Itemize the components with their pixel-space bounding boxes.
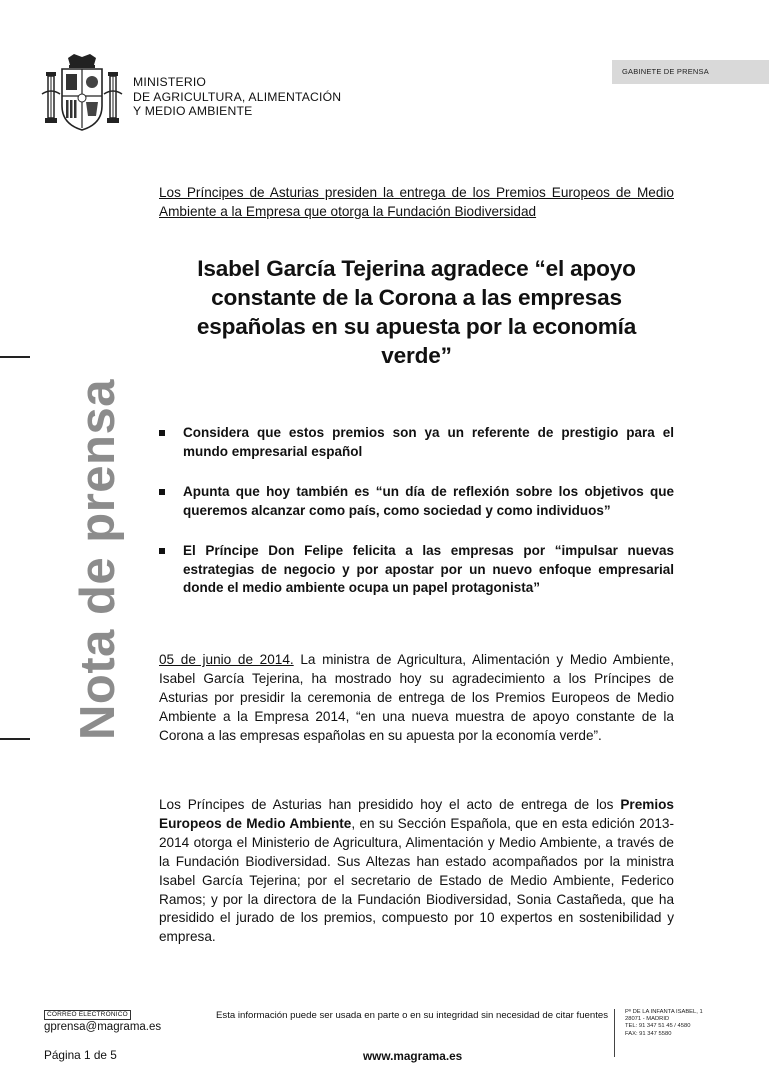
- disclaimer: Esta información puede ser usada en parte o en su integridad sin necesidad de citar fuentes: [216, 1010, 608, 1021]
- list-item: [159, 483, 674, 520]
- bullet-icon: [159, 548, 165, 554]
- press-office-label: GABINETE DE PRENSA: [612, 60, 769, 84]
- bullet-text: Considera que estos premios son ya un referente de prestigio para el mundo empresarial español: [183, 425, 674, 459]
- coat-of-arms-icon: [40, 54, 124, 132]
- paragraph-bold: Premios Europeos de Medio Ambiente: [159, 797, 674, 831]
- ministry-line: DE AGRICULTURA, ALIMENTACIÓN: [133, 89, 342, 104]
- paragraph-text: , en su Sección Española, que en esta edición 2013-2014 otorga el Ministerio de Agricultura, Alimentación y Medio Ambiente, a través de la Fundación Biodiversidad. Sus Altezas han estado acompañados por la ministra Isabel García Tejerina; por el secretario de Estado de Medio Ambiente, Federico Ramos; y por la directora de la Fundación Biodiversidad, Sonia Castañeda, que ha presidido el jurado de los premios, compuesto por 10 expertos en sostenibilidad y empresa.: [159, 815, 674, 945]
- headline: Isabel García Tejerina agradece “el apoyo constante de la Corona a las empresas españolas en su apuesta por la economía verde”: [196, 256, 637, 368]
- paragraph-text: Los Príncipes de Asturias han presidido hoy el acto de entrega de los: [159, 797, 621, 812]
- paragraph-2: [159, 796, 674, 947]
- list-item: [159, 424, 674, 461]
- address-line: FAX: 91 347 5580: [625, 1030, 672, 1037]
- page-number: Página 1 de 5: [44, 1048, 117, 1062]
- bullet-text: Apunta que hoy también es “un día de reflexión sobre los objetivos que queremos alcanzar como país, como sociedad y como individuos”: [183, 484, 674, 518]
- ministry-line: MINISTERIO: [133, 75, 207, 89]
- subtitle: Los Príncipes de Asturias presiden la entrega de los Premios Europeos de Medio Ambiente a la Empresa que otorga la Fundación Biodiversidad: [159, 185, 674, 219]
- paragraph-1: [159, 651, 674, 746]
- ministry-line: Y MEDIO AMBIENTE: [133, 104, 253, 118]
- bullet-list: [159, 424, 674, 620]
- bullet-icon: [159, 489, 165, 495]
- address-line: 28071 - MADRID: [625, 1016, 670, 1023]
- date: 05 de junio de 2014.: [159, 652, 294, 667]
- list-item: [159, 542, 674, 598]
- ministry-name: [133, 75, 341, 119]
- paragraph-text: La ministra de Agricultura, Alimentación y Medio Ambiente, Isabel García Tejerina, ha mostrado hoy su agradecimiento a los Príncipes de Asturias por presidir la ceremonia de entrega de los Premios Europeos de Medio Ambiente a la Empresa 2014, “en una nueva muestra de apoyo constante de la Corona a las empresas españolas en su apuesta por la economía verde”.: [159, 652, 674, 743]
- website-link[interactable]: www.magrama.es: [363, 1049, 463, 1063]
- email-link[interactable]: gprensa@magrama.es: [44, 1021, 162, 1033]
- address-line: TEL: 91 347 51 45 / 4580: [625, 1023, 691, 1030]
- divider: [0, 356, 30, 358]
- email-label: CORREO ELECTRÓNICO: [44, 1010, 131, 1020]
- bullet-text: El Príncipe Don Felipe felicita a las empresas por “impulsar nuevas estrategias de negocio y por apostar por un nuevo enfoque empresarial donde el medio ambiente ocupa un papel protagonista”: [183, 543, 674, 595]
- address-line: Pº DE LA INFANTA ISABEL, 1: [625, 1009, 703, 1015]
- press-note-label: Nota de prensa: [71, 379, 125, 740]
- address-block: [614, 1009, 744, 1057]
- divider: [0, 738, 30, 740]
- bullet-icon: [159, 430, 165, 436]
